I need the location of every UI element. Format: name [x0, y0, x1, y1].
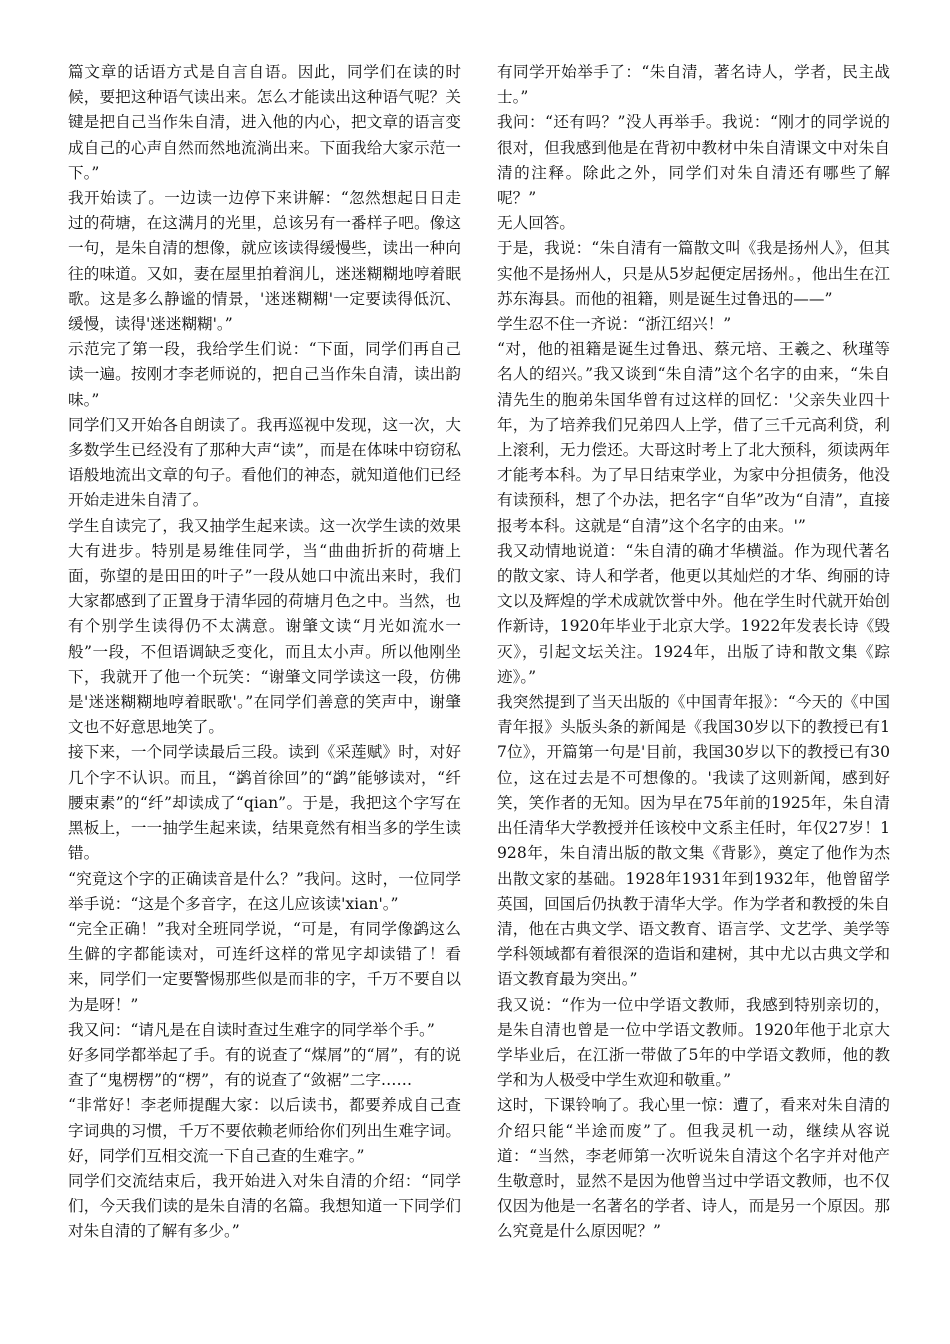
- paragraph: 接下来，一个同学读最后三段。读到《采莲赋》时，对好几个字不认识。而且，“鹢首徐回”的“鹢”能够读对，“纤腰束素”的“纤”却读成了“qian”。于是，我把这个字写在黑板上，一一抽学生起来读，结果竟然有相当多的学生读错。: [68, 743, 461, 863]
- right-column: [497, 60, 890, 1330]
- paragraph: 我突然提到了当天出版的《中国青年报》：“今天的《中国青年报》头版头条的新闻是《我国30岁以下的教授已有17位》，开篇第一句是'目前，我国30岁以下的教授已有30位，这在过去是不可想像的。'我读了这则新闻，感到好笑，笑作者的无知。因为早在75年前的1925年，朱自清出任清华大学教授并任该校中文系主任时，年仅27岁！1928年，朱自清出版的散文集《背影》，奠定了他作为杰出散文家的基础。1928年1931年到1932年，他曾留学英国，回国后仍执教于清华大学。作为学者和教授的朱自清，他在古典文学、语文教育、语言学、文艺学、美学等学科领域都有着很深的造诣和建树，其中尤以古典文学和语文教育最为突出。”: [497, 693, 890, 989]
- paragraph: 我开始读了。一边读一边停下来讲解：“忽然想起日日走过的荷塘，在这满月的光里，总该另有一番样子吧。像这一句，是朱自清的想像，就应该读得缓慢些，读出一种向往的味道。又如，妻在屋里拍着润儿，迷迷糊糊地哼着眠歌。这是多么静谧的情景，'迷迷糊糊'一定要读得低沉、缓慢，读得'迷迷糊糊'。”: [68, 189, 461, 334]
- paragraph: 学生自读完了，我又抽学生起来读。这一次学生读的效果大有进步。特别是易维佳同学，当“曲曲折折的荷塘上面，弥望的是田田的叶子”一段从她口中流出来时，我们大家都感到了正置身于清华园的荷塘月色之中。当然，也有个别学生读得仍不太满意。谢肇文读“月光如流水一般”一段，不但语调缺乏变化，而且太小声。所以他刚坐下，我就开了他一个玩笑：“谢肇文同学读这一段，仿佛是'迷迷糊糊地哼着眠歌'。”在同学们善意的笑声中，谢肇文也不好意思地笑了。: [68, 516, 461, 737]
- paragraph: 于是，我说：“朱自清有一篇散文叫《我是扬州人》，但其实他不是扬州人，只是从5岁起便定居扬州。，他出生在江苏东海县。而他的祖籍，则是诞生过鲁迅的——”: [497, 239, 890, 308]
- paragraph: 我又问：“请凡是在自读时查过生难字的同学举个手。”: [68, 1020, 435, 1039]
- paragraph: “对，他的祖籍是诞生过鲁迅、蔡元培、王羲之、秋瑾等名人的绍兴。”我又谈到“朱自清”这个名字的由来，“朱自清先生的胞弟朱国华曾有过这样的回忆：'父亲失业四十年，为了培养我们兄弟四人上学，借了三千元高利贷，利上滚利，无力偿还。大哥这时考上了北大预科，须读两年才能考本科。为了早日结束学业，为家中分担债务，他没有读预科，想了个办法，把名字“自华”改为“自清”，直接报考本科。这就是“自清”这个名字的由来。'”: [497, 340, 890, 535]
- paragraph: 有同学开始举手了：“朱自清，著名诗人，学者，民主战士。”: [497, 63, 890, 107]
- paragraph: “完全正确！”我对全班同学说，“可是，有同学像鹢这么生僻的字都能读对，可连纤这样的常见字却读错了！看来，同学们一定要警惕那些似是而非的字，千万不要自以为是呀！”: [68, 919, 461, 1014]
- paragraph: 我又说：“作为一位中学语文教师，我感到特别亲切的，是朱自清也曾是一位中学语文教师。1920年他于北京大学毕业后，在江浙一带做了5年的中学语文教师，他的教学和为人极受中学生欢迎和敬重。”: [497, 995, 890, 1090]
- paragraph: 同学们交流结束后，我开始进入对朱自清的介绍：“同学们，今天我们读的是朱自清的名篇。我想知道一下同学们对朱自清的了解有多少。”: [68, 1171, 461, 1241]
- paragraph: 我又动情地说道：“朱自清的确才华横溢。作为现代著名的散文家、诗人和学者，他更以其灿烂的才华、绚丽的诗文以及辉煌的学术成就饮誉中外。他在学生时代就开始创作新诗，1920年毕业于北京大学。1922年发表长诗《毁灭》，引起文坛关注。1924年，出版了诗和散文集《踪迹》。”: [497, 541, 890, 686]
- paragraph: “究竟这个字的正确读音是什么？”我问。这时，一位同学举手说：“这是个多音字，在这儿应该读'xian'。”: [68, 869, 461, 913]
- paragraph: 示范完了第一段，我给学生们说：“下面，同学们再自己读一遍。按刚才李老师说的，把自己当作朱自清，读出韵味。”: [68, 340, 461, 409]
- paragraph: 这时，下课铃响了。我心里一惊：遭了，看来对朱自清的介绍只能“半途而废”了。但我灵机一动，继续从容说道：“当然，李老师第一次听说朱自清这个名字并对他产生敬意时，显然不是因为他曾当过中学语文教师，也不仅仅因为他是一名著名的学者、诗人，而是另一个原因。那么究竟是什么原因呢？”: [497, 1096, 890, 1241]
- paragraph: 好多同学都举起了手。有的说查了“煤屑”的“屑”，有的说查了“鬼楞楞”的“楞”，有的说查了“敛裾”二字……: [68, 1045, 461, 1090]
- paragraph: 同学们又开始各自朗读了。我再巡视中发现，这一次，大多数学生已经没有了那种大声“读”，而是在体味中窃窃私语般地流出文章的句子。看他们的神态，就知道他们已经开始走进朱自清了。: [68, 415, 461, 510]
- paragraph: “非常好！李老师提醒大家：以后读书，都要养成自己查字词典的习惯，千万不要依赖老师给你们列出生难字词。好，同学们互相交流一下自己查的生难字。”: [68, 1096, 461, 1165]
- paragraph: 篇文章的话语方式是自言自语。因此，同学们在读的时候，要把这种语气读出来。怎么才能读出这种语气呢？关键是把自己当作朱自清，进入他的内心，把文章的语言变成自己的心声自然而然地流淌出来。下面我给大家示范一下。”: [68, 63, 461, 182]
- paragraph: 我问：“还有吗？”没人再举手。我说：“刚才的同学说的很对，但我感到他是在背初中教材中朱自清课文中对朱自清的注释。除此之外，同学们对朱自清还有哪些了解呢？”: [497, 113, 890, 208]
- left-column: [68, 60, 461, 1330]
- paragraph: 无人回答。: [497, 214, 575, 233]
- paragraph: 学生忍不住一齐说：“浙江绍兴！”: [497, 315, 732, 334]
- document-page: [68, 60, 890, 1330]
